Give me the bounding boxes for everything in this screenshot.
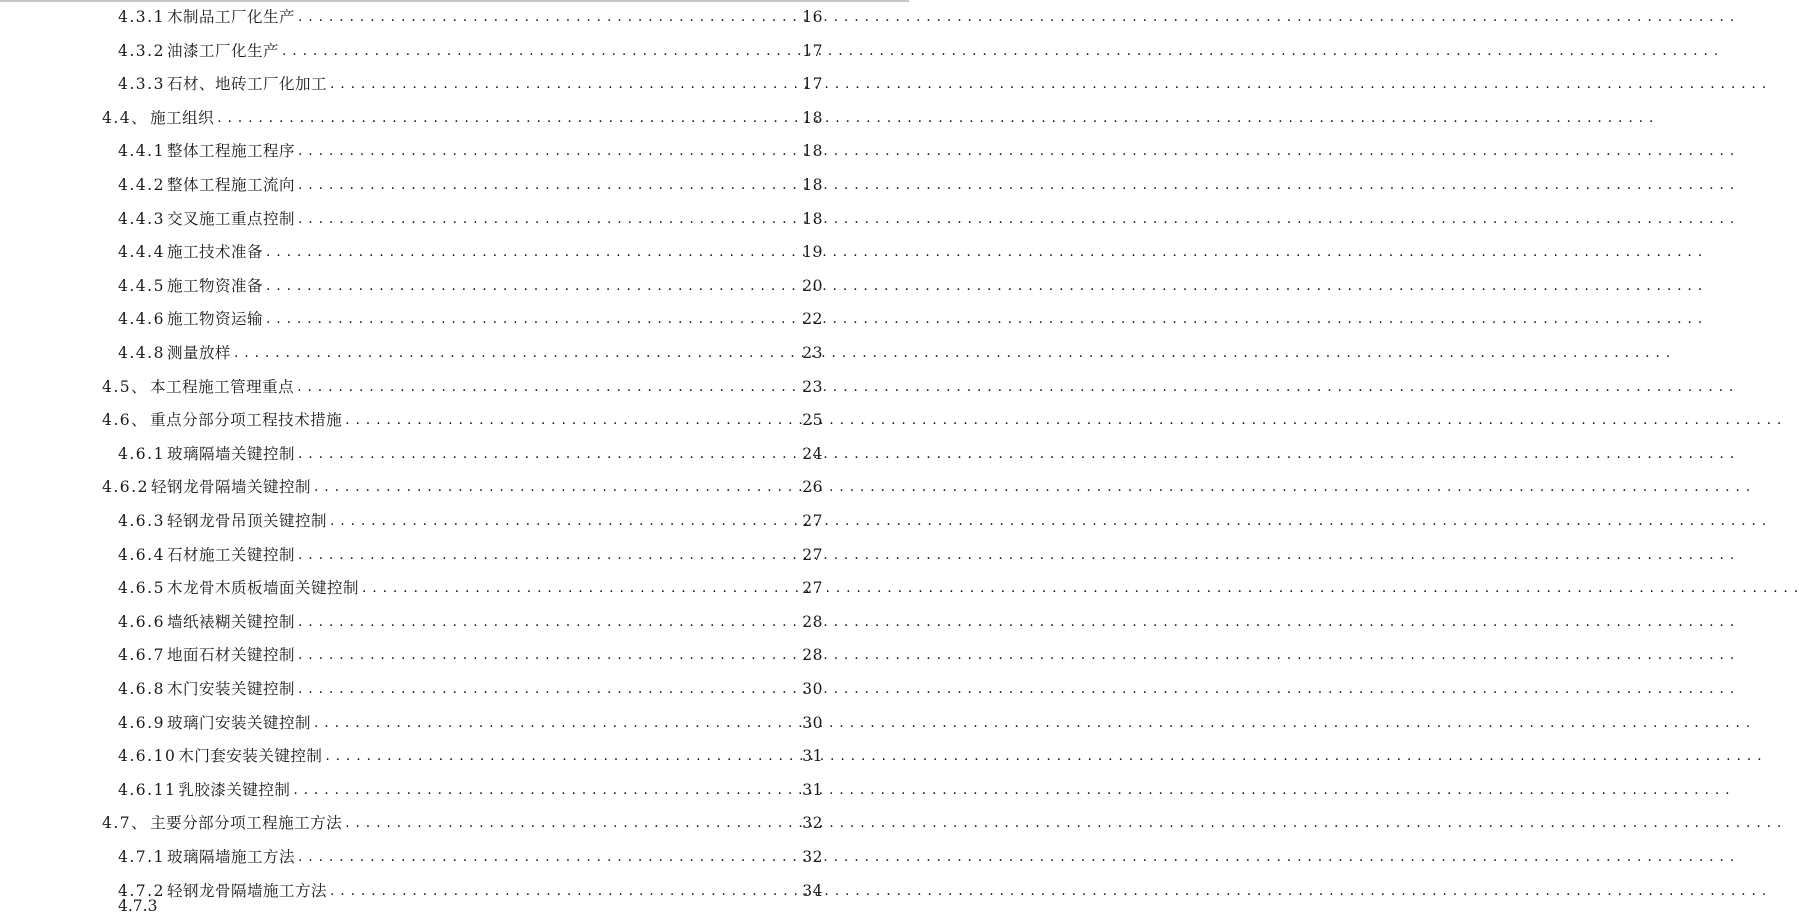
toc-entry-title: 乳胶漆关键控制 [178, 781, 291, 799]
toc-entry-title: 地面石材关键控制 [166, 646, 295, 664]
toc-entry-number: 4.4.8 [118, 344, 165, 362]
toc-entry-number: 4.6.7 [118, 646, 165, 664]
toc-dot-leader [298, 139, 798, 163]
toc-dot-leader [298, 173, 798, 197]
toc-entry-title: 轻钢龙骨吊顶关键控制 [166, 512, 327, 530]
toc-entry[interactable] [118, 879, 823, 903]
toc-entry[interactable] [118, 576, 823, 600]
toc-page-number: 22 [802, 310, 823, 328]
toc-page-number: 34 [802, 882, 823, 900]
toc-entry-number: 4.6.6 [118, 613, 165, 631]
page-top-border [0, 0, 909, 2]
toc-entry-title: 重点分部分项工程技术措施 [150, 411, 343, 429]
toc-page-number: 31 [802, 781, 823, 799]
toc-entry[interactable] [118, 610, 823, 634]
toc-dot-leader [330, 509, 798, 533]
toc-page-number: 30 [802, 714, 823, 732]
toc-entry-title: 施工组织 [150, 109, 215, 127]
toc-entry[interactable] [118, 173, 823, 197]
toc-entry[interactable] [102, 375, 823, 399]
toc-entry-title: 整体工程施工程序 [166, 142, 295, 160]
toc-entry-title: 木门套安装关键控制 [178, 747, 323, 765]
toc-page-number: 18 [802, 109, 823, 127]
toc-entry[interactable] [102, 475, 823, 499]
toc-entry-number: 4.6.4 [118, 546, 165, 564]
toc-page-number: 18 [802, 176, 823, 194]
toc-dot-leader [345, 408, 798, 432]
toc-entry[interactable] [118, 341, 823, 365]
cut-off-toc-entry: 4.7.3 [118, 897, 158, 915]
toc-entry-title: 施工物资运输 [166, 310, 263, 328]
toc-entry[interactable] [118, 307, 823, 331]
toc-entry[interactable] [118, 643, 823, 667]
toc-dot-leader [325, 744, 798, 768]
toc-dot-leader [234, 341, 798, 365]
toc-entry[interactable] [118, 5, 823, 29]
toc-entry[interactable] [102, 408, 823, 432]
toc-entry-number: 4.4.6 [118, 310, 165, 328]
toc-entry-number: 4.4.5 [118, 277, 165, 295]
toc-dot-leader [330, 879, 798, 903]
toc-entry-number: 4.6.9 [118, 714, 165, 732]
toc-entry-number: 4.4.2 [118, 176, 165, 194]
toc-page-number: 19 [802, 243, 823, 261]
toc-page-number: 27 [802, 546, 823, 564]
toc-entry-number: 4.6.10 [118, 747, 177, 765]
toc-entry-title: 主要分部分项工程施工方法 [150, 814, 343, 832]
toc-dot-leader [266, 307, 798, 331]
toc-entry[interactable] [118, 845, 823, 869]
toc-entry-number: 4.6.11 [118, 781, 177, 799]
toc-entry[interactable] [118, 207, 823, 231]
toc-entry-number: 4.4.4 [118, 243, 165, 261]
toc-page-number: 27 [802, 512, 823, 530]
toc-dot-leader [345, 811, 798, 835]
toc-entry-number: 4.6.5 [118, 579, 165, 597]
toc-entry[interactable] [118, 711, 823, 735]
toc-page-number: 30 [802, 680, 823, 698]
toc-dot-leader [298, 442, 798, 466]
toc-dot-leader [298, 845, 798, 869]
toc-entry-title: 轻钢龙骨隔墙施工方法 [166, 882, 327, 900]
toc-entry[interactable] [118, 72, 823, 96]
toc-page-number: 24 [802, 445, 823, 463]
toc-dot-leader [297, 375, 798, 399]
toc-page-number: 25 [802, 411, 823, 429]
toc-entry-number: 4.6.1 [118, 445, 165, 463]
toc-entry-title: 墙纸裱糊关键控制 [166, 613, 295, 631]
toc-dot-leader [314, 711, 798, 735]
toc-entry-title: 玻璃隔墙关键控制 [166, 445, 295, 463]
toc-entry-number: 4.6.8 [118, 680, 165, 698]
toc-dot-leader [298, 677, 798, 701]
toc-entry[interactable] [118, 39, 823, 63]
toc-page-number: 23 [802, 344, 823, 362]
toc-entry-title: 玻璃门安装关键控制 [166, 714, 311, 732]
toc-entry-title: 本工程施工管理重点 [150, 378, 295, 396]
toc-page-number: 26 [802, 478, 823, 496]
toc-page-number: 32 [802, 848, 823, 866]
toc-entry-title: 施工技术准备 [166, 243, 263, 261]
toc-entry-number: 4.7.1 [118, 848, 165, 866]
toc-entry-title: 木制品工厂化生产 [166, 8, 295, 26]
toc-entry[interactable] [102, 811, 823, 835]
toc-entry-title: 木龙骨木质板墙面关键控制 [166, 579, 359, 597]
toc-entry-title: 交叉施工重点控制 [166, 210, 295, 228]
toc-entry-number: 4.6.2 [102, 478, 149, 496]
toc-dot-leader [362, 576, 798, 600]
toc-entry-number: 4.6、 [102, 411, 149, 429]
toc-entry-title: 玻璃隔墙施工方法 [166, 848, 295, 866]
toc-entry-title: 木门安装关键控制 [166, 680, 295, 698]
toc-page-number: 16 [802, 8, 823, 26]
toc-entry-number: 4.4.1 [118, 142, 165, 160]
toc-entry[interactable] [102, 106, 823, 130]
toc-dot-leader [293, 778, 798, 802]
toc-entry[interactable] [118, 677, 823, 701]
toc-page-number: 20 [802, 277, 823, 295]
toc-dot-leader [298, 5, 798, 29]
toc-entry[interactable] [118, 509, 823, 533]
toc-entry-title: 测量放样 [166, 344, 231, 362]
toc-entry-title: 石材、地砖工厂化加工 [166, 75, 327, 93]
toc-dot-leader [314, 475, 798, 499]
toc-page-number: 17 [802, 42, 823, 60]
toc-page-number: 17 [802, 75, 823, 93]
toc-page-number: 32 [802, 814, 823, 832]
toc-entry[interactable] [118, 543, 823, 567]
toc-entry-title: 油漆工厂化生产 [166, 42, 279, 60]
toc-dot-leader [298, 643, 798, 667]
toc-entry-number: 4.4.3 [118, 210, 165, 228]
toc-dot-leader [298, 207, 798, 231]
toc-dot-leader [266, 240, 798, 264]
toc-dot-leader [217, 106, 798, 130]
toc-entry-number: 4.5、 [102, 378, 149, 396]
toc-entry[interactable] [118, 139, 823, 163]
toc-entry[interactable] [118, 744, 823, 768]
toc-entry-number: 4.7、 [102, 814, 149, 832]
toc-page-number: 28 [802, 646, 823, 664]
toc-entry[interactable] [118, 274, 823, 298]
toc-entry[interactable] [118, 240, 823, 264]
toc-dot-leader [298, 610, 798, 634]
toc-page-number: 28 [802, 613, 823, 631]
toc-dot-leader [282, 39, 798, 63]
toc-entry-title: 施工物资准备 [166, 277, 263, 295]
toc-dot-leader [330, 72, 798, 96]
toc-page-number: 23 [802, 378, 823, 396]
toc-entry[interactable] [118, 778, 823, 802]
toc-page-number: 18 [802, 210, 823, 228]
toc-page-number: 27 [802, 579, 823, 597]
toc-entry-title: 轻钢龙骨隔墙关键控制 [150, 478, 311, 496]
toc-entry-number: 4.3.2 [118, 42, 165, 60]
toc-entry-number: 4.7.2 [118, 882, 165, 900]
toc-entry-number: 4.6.3 [118, 512, 165, 530]
toc-entry-number: 4.3.3 [118, 75, 165, 93]
toc-entry-number: 4.4、 [102, 109, 149, 127]
toc-dot-leader [298, 543, 798, 567]
toc-entry[interactable] [118, 442, 823, 466]
toc-page-number: 31 [802, 747, 823, 765]
toc-entry-title: 石材施工关键控制 [166, 546, 295, 564]
toc-entry-number: 4.3.1 [118, 8, 165, 26]
toc-entry-title: 整体工程施工流向 [166, 176, 295, 194]
toc-dot-leader [266, 274, 798, 298]
toc-page-number: 18 [802, 142, 823, 160]
